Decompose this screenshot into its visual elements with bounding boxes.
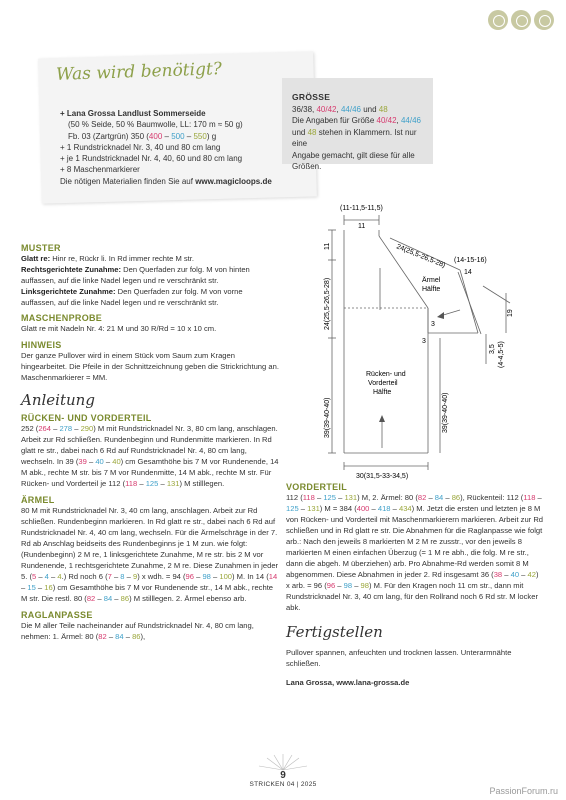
section-heading: RÜCKEN- UND VORDERTEIL <box>21 413 152 423</box>
svg-text:14: 14 <box>464 269 472 276</box>
size-heading: GRÖSSE <box>292 92 331 102</box>
bottom-width-label: 30(31,5-33-34,5) <box>356 473 409 480</box>
marker-item: + 8 Maschenmarkierer <box>60 165 140 175</box>
rv-text: 252 (264 – 278 – 290) M mit Rundstricknadel Nr. 3, 80 cm lang, anschlagen. Arbeit zur Rd schließen. Rundenbeginn und Rundenmitte markieren. In Rd glatt re str., dabei nach 6 Rd auf Rundstricknadel Nr. 4, 80 cm lang, wechseln. In 39 (39 – 40 – 40) cm Gesamthöhe bis 7 M vor Rundenende, 14 M abk., rechte M str. bis 7 M vor Rundenmitte, 14 M abk., rechte M str. Für Rücken- und Vorderteil je 112 (118 – 125 – 131) M stilllegen. <box>21 424 279 488</box>
svg-text:11: 11 <box>358 223 366 230</box>
page-number: 9 <box>280 770 286 781</box>
svg-text:3: 3 <box>431 321 435 328</box>
magazine-issue: STRICKEN 04 | 2025 <box>249 781 317 788</box>
top-width-label: (11-11,5-11,5) <box>340 205 383 212</box>
svg-text:3: 3 <box>422 338 426 345</box>
left-column <box>21 243 279 642</box>
section-heading: VORDERTEIL <box>286 482 348 492</box>
svg-text:39(39-40-40): 39(39-40-40) <box>324 397 331 438</box>
section-heading: MASCHENPROBE <box>21 313 103 323</box>
fertigstellen-title: Fertigstellen <box>286 623 383 641</box>
materials-footer: Die nötigen Materialien finden Sie auf www.magicloops.de <box>60 176 272 186</box>
vorderteil-text: 112 (118 – 125 – 131) M, 2. Ärmel: 80 (82 – 84 – 86), Rückenteil: 112 (118 – 125 – 131) M = 384 (400 – 418 – 434) M. Jetzt die ersten und letzten je 8 M von Rücken- und Vorderteil mit Maschenmarkierern markieren. Arbeit zur Rd schließen und in Rd glatt re str. Die Abnahmen für die Raglanpasse wie folgt arb.: Nach den jeweils 8 markierten M 2 M re zusstr., vor den jeweils 8 markierten M einen einfachen Überzug (= 1 M re abh., die folg. M re str., dann die abgeh. M überziehen) arb. Pro Abnahme-Rd werden somit 8 M abgenommen. Diese Abnahmen in jeder 2. Rd insgesamt 36 (38 – 40 – 42) x arb. = 96 (96 – 98 – 98) M. Für den Kragen noch 11 cm str., dann mit Rundstricknadel Nr. 3, 40 cm lang, für den Rollrand noch 6 Rd str. M locker abk. <box>286 493 544 612</box>
yarn-logo-icon <box>534 10 554 30</box>
pattern-schematic <box>318 198 548 488</box>
svg-text:19: 19 <box>507 309 514 317</box>
svg-text:3,5: 3,5 <box>489 344 496 354</box>
yarn-composition: (50 % Seide, 50 % Baumwolle, LL: 170 m ≈ 50 g) <box>68 120 243 130</box>
svg-text:(14-15-16): (14-15-16) <box>454 257 487 264</box>
svg-text:(4-4,5-5): (4-4,5-5) <box>498 341 505 368</box>
svg-text:Hälfte: Hälfte <box>373 389 392 396</box>
yarn-logo-icon <box>488 10 508 30</box>
anleitung-title: Anleitung <box>21 391 95 409</box>
sleeve-label: Ärmel <box>422 277 441 284</box>
hinweis-text: Der ganze Pullover wird in einem Stück vom Saum zum Kragen hingearbeitet. Die Pfeile in der Schnittzeichnung geben die Strickrichtung an. Maschenmarkierer = MM. <box>21 351 279 382</box>
yarn-logo-icon <box>511 10 531 30</box>
brand-logos <box>488 10 554 30</box>
needle-item: + 1 Rundstricknadel Nr. 3, 40 und 80 cm lang <box>60 142 221 152</box>
watermark: PassionForum.ru <box>489 786 558 796</box>
svg-text:Hälfte: Hälfte <box>422 286 441 293</box>
svg-text:24(25,5-26,5-28): 24(25,5-26,5-28) <box>395 243 447 270</box>
section-heading: ÄRMEL <box>21 495 55 505</box>
right-column <box>286 482 544 688</box>
svg-text:39(39-40-40): 39(39-40-40) <box>442 392 449 433</box>
fertig-text: Pullover spannen, anfeuchten und trocknen lassen. Unterarmnähte schließen. <box>286 648 512 668</box>
yarn-name: Lana Grossa Landlust Sommerseide <box>66 109 206 118</box>
muster-text: Glatt re: Hinr re, Rückr li. In Rd immer rechte M str. Rechtsgerichtete Zunahme: Den Querfaden zur folg. M von hinten auffassen, auf die linke Nadel legen und re verschränkt str. Linksgerichtete Zunahme: Den Querfaden zur folg. M von vorne auffassen, auf die linke Nadel legen und re verschränkt str. <box>21 254 250 307</box>
section-heading: RAGLANPASSE <box>21 610 93 620</box>
svg-text:Vorderteil: Vorderteil <box>368 380 398 387</box>
materials-list: + Lana Grossa Landlust Sommerseide (50 % Seide, 50 % Baumwolle, LL: 170 m ≈ 50 g) Fb. 03 (Zartgrün) 350 (400 – 500 – 550) g + 1 Rundstricknadel Nr. 3, 40 und 80 cm lang + je 1 Rundstricknadel Nr. 4, 40, 60 und 80 cm lang + 8 Maschenmarkierer Die nötigen Materialien finden Sie auf www.magicloops.de <box>60 108 300 187</box>
arm-text: 80 M mit Rundstricknadel Nr. 3, 40 cm lang, anschlagen. Arbeit zur Rd schließen. Rundenbeginn markieren. In Rd glatt re str., dabei nach 6 Rd auf Rundstricknadel Nr. 4, 40 cm lang, wechseln. Für die Ärmelschräge in der 7. Rd ab Anschlag beidseits des Rundenbeginns je 1 M zun. wie folgt: (Rundenbeginn) 2 M re, 1 linksgerichtete Zunahme, M re str. bis 2 M vor Rundenende, 1 rechtsgerichtete Zunahme, 2 M re. Diese Zunahmen in jeder 5. (5 – 4 – 4.) Rd noch 6 (7 – 8 – 9) x wdh. = 94 (96 – 98 – 100) M. In 14 (14 – 15 – 16) cm Gesamthöhe bis 7 M vor Rundenende str., 14 M abk., rechte M str. Die restl. 80 (82 – 84 – 86) M stilllegen. 2. Ärmel ebenso arb. <box>21 506 279 603</box>
section-heading: MUSTER <box>21 243 61 253</box>
raglan-text: Die M aller Teile nacheinander auf Rundstricknadel Nr. 4, 80 cm lang, nehmen: 1. Ärmel: 80 (82 – 84 – 86), <box>21 621 254 641</box>
page-footer <box>0 760 566 788</box>
body-label: Rücken- und <box>366 371 406 378</box>
section-heading: HINWEIS <box>21 340 62 350</box>
svg-text:24(25,5-26,5-28): 24(25,5-26,5-28) <box>324 277 331 330</box>
magicloops-link[interactable]: www.magicloops.de <box>195 176 272 186</box>
yarn-amount: Fb. 03 (Zartgrün) 350 (400 – 500 – 550) g <box>68 131 217 141</box>
credit-link[interactable]: Lana Grossa, www.lana-grossa.de <box>286 678 410 687</box>
needle-item: + je 1 Rundstricknadel Nr. 4, 40, 60 und 80 cm lang <box>60 154 243 164</box>
size-info: GRÖSSE 36/38, 40/42, 44/46 und 48 Die Angaben für Größe 40/42, 44/46 und 48 stehen in Klammern. Ist nur eine Angabe gemacht, gilt diese für alle Größen. <box>292 92 428 173</box>
materials-title: Was wird benötigt? <box>55 59 223 85</box>
probe-text: Glatt re mit Nadeln Nr. 4: 21 M und 30 R/Rd = 10 x 10 cm. <box>21 324 217 333</box>
svg-text:11: 11 <box>324 242 331 250</box>
